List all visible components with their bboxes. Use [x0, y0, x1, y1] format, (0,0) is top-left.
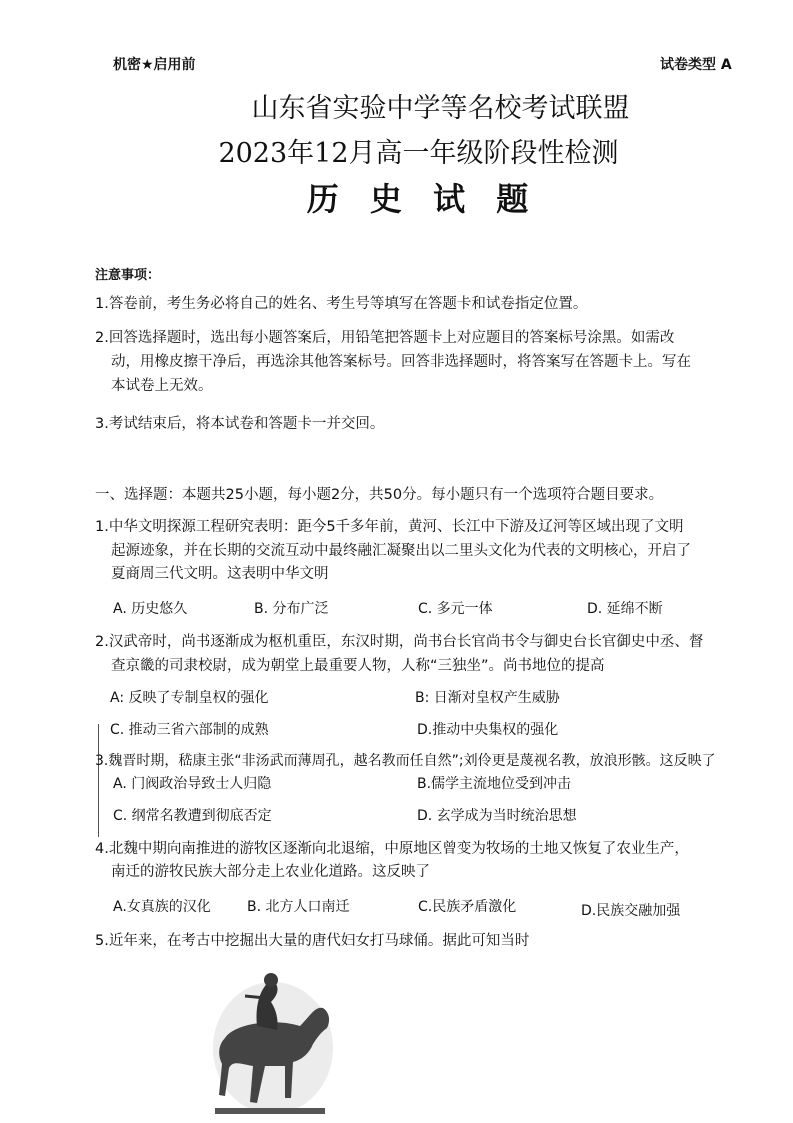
notice-item-1: 1.答卷前，考生务必将自己的姓名、考生号等填写在答题卡和试卷指定位置。: [95, 296, 588, 312]
paper-type-label: 试卷类型 A: [660, 57, 732, 73]
section-heading: 一、选择题：本题共25小题，每小题2分，共50分。每小题只有一个选项符合题目要求。: [95, 487, 664, 503]
question-3-option-b: B.儒学主流地位受到冲击: [417, 776, 572, 792]
exam-date-title: 2023年12月高一年级阶段性检测: [218, 138, 619, 169]
subject-title: 历 史 试 题: [306, 180, 539, 218]
question-2-option-d: D.推动中央集权的强化: [417, 722, 559, 738]
exam-union-title: 山东省实验中学等名校考试联盟: [251, 93, 630, 124]
polo-rider-figurine-image: [205, 968, 340, 1123]
question-4-option-b: B. 北方人口南迁: [247, 899, 350, 915]
question-1-line-1: 1.中华文明探源工程研究表明：距今5千多年前，黄河、长江中下游及辽河等区域出现了文明: [95, 519, 684, 535]
margin-line: [98, 724, 99, 837]
question-1-line-2: 起源迹象，并在长期的交流互动中最终融汇凝聚出以二里头文化为代表的文明核心，开启了: [111, 543, 691, 559]
notice-item-2-line-3: 本试卷上无效。: [111, 378, 213, 394]
question-3-option-c: C. 纲常名教遭到彻底否定: [113, 808, 272, 824]
question-2-line-1: 2.汉武帝时，尚书逐渐成为枢机重臣，东汉时期，尚书台长官尚书令与御史台长官御史中丞、督: [95, 634, 704, 650]
question-3-option-a: A. 门阀政治导致士人归隐: [113, 776, 272, 792]
question-3-option-d: D. 玄学成为当时统治思想: [417, 808, 577, 824]
confidential-label: 机密★启用前: [113, 57, 196, 73]
question-1-line-3: 夏商周三代文明。这表明中华文明: [111, 566, 329, 582]
question-5-line-1: 5.近年来，在考古中挖掘出大量的唐代妇女打马球俑。据此可知当时: [95, 933, 530, 949]
question-2-option-b: B: 日渐对皇权产生威胁: [415, 690, 560, 706]
question-4-option-c: C.民族矛盾激化: [418, 899, 517, 915]
notice-item-3: 3.考试结束后，将本试卷和答题卡一并交回。: [95, 416, 385, 432]
question-1-option-b: B. 分布广泛: [254, 601, 329, 617]
question-2-option-a: A: 反映了专制皇权的强化: [110, 690, 269, 706]
question-2-line-2: 查京畿的司隶校尉，成为朝堂上最重要人物，人称“三独坐”。尚书地位的提高: [111, 658, 605, 674]
question-4-option-d: D.民族交融加强: [581, 903, 681, 919]
question-4-option-a: A.女真族的汉化: [113, 899, 211, 915]
question-1-option-c: C. 多元一体: [418, 601, 493, 617]
question-2-option-c: C. 推动三省六部制的成熟: [110, 722, 269, 738]
question-4-line-2: 南迁的游牧民族大部分走上农业化道路。这反映了: [111, 864, 430, 880]
notice-heading: 注意事项：: [95, 268, 161, 283]
notice-item-2: 2.回答选择题时，选出每小题答案后，用铅笔把答题卡上对应题目的答案标号涂黑。如需改: [95, 330, 675, 346]
question-1-option-a: A. 历史悠久: [113, 601, 188, 617]
question-4-line-1: 4.北魏中期向南推进的游牧区逐渐向北退缩，中原地区曾变为牧场的土地又恢复了农业生产，: [95, 841, 689, 857]
notice-item-2-line-2: 动，用橡皮擦干净后，再选涂其他答案标号。回答非选择题时，将答案写在答题卡上。写在: [111, 354, 691, 370]
question-3-line-1: 3.魏晋时期，嵇康主张“非汤武而薄周孔，越名教而任自然”;刘伶更是蔑视名教，放浪形骸。这反映了: [95, 753, 716, 769]
question-1-option-d: D. 延绵不断: [587, 601, 663, 617]
